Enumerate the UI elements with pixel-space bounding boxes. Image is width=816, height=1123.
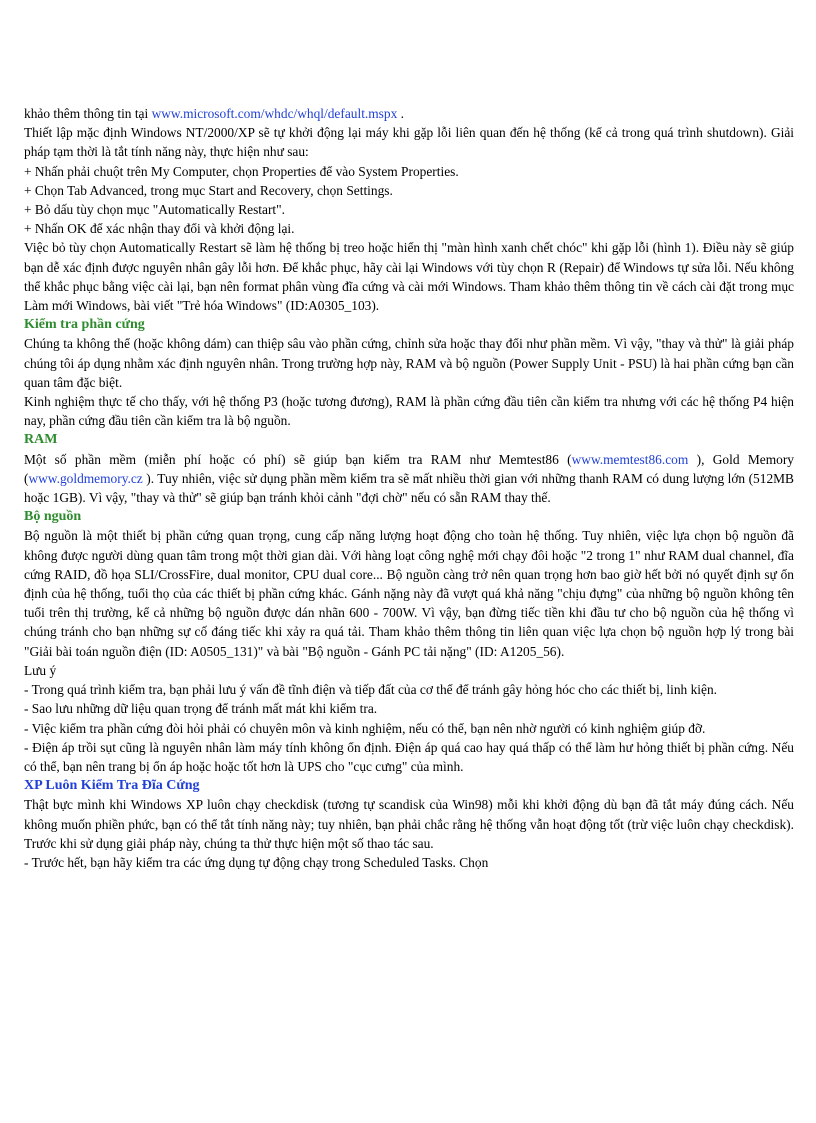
text: ). Tuy nhiên, việc sử dụng phần mềm kiểm tra sẽ mất nhiều thời gian với những thanh RAM có dung lượng lớn (512MB hoặc 1GB). Vì vậy, "thay và thử" sẽ giúp bạn tránh khỏi cảnh "đợi chờ" nếu có sẵn RAM thay thế.	[24, 470, 794, 506]
note-title: Lưu ý	[24, 662, 57, 678]
document-body	[24, 104, 794, 872]
list-item: - Sao lưu những dữ liệu quan trọng để tránh mất mát khi kiểm tra.	[24, 701, 378, 717]
paragraph: Thiết lập mặc định Windows NT/2000/XP sẽ tự khởi động lại máy khi gặp lỗi liên quan đến hệ thống (kể cả trong quá trình shutdown). Giải pháp tạm thời là tắt tính năng này, thực hiện như sau:	[24, 125, 794, 160]
list-item: + Nhấn phải chuột trên My Computer, chọn Properties để vào System Properties.	[24, 163, 459, 179]
list-item: - Việc kiểm tra phần cứng đòi hỏi phải có chuyên môn và kinh nghiệm, nếu có thể, bạn nên nhờ người có kinh nghiệm giúp đỡ.	[24, 720, 706, 736]
text: ), Gold Memory (	[24, 451, 794, 486]
text: Một số phần mềm (miễn phí hoặc có phí) sẽ giúp bạn kiểm tra RAM như Memtest86 (	[24, 451, 572, 467]
paragraph: Việc bỏ tùy chọn Automatically Restart sẽ làm hệ thống bị treo hoặc hiển thị "màn hình xanh chết chóc" khi gặp lỗi (hình 1). Điều này sẽ giúp bạn dễ xác định được nguyên nhân gây lỗi hơn. Để khắc phục, hãy cài lại Windows với tùy chọn R (Repair) để Windows tự sửa lỗi. Nếu không thể khắc phục bằng việc cài lại, bạn nên format phân vùng đĩa cứng và cài mới Windows. Tham khảo thêm thông tin về cách cài đặt trong mục Làm mới Windows, bài viết "Trẻ hóa Windows" (ID:A0305_103).	[24, 240, 794, 314]
text: .	[397, 106, 404, 121]
paragraph: - Trước hết, bạn hãy kiểm tra các ứng dụng tự động chạy trong Scheduled Tasks. Chọn	[24, 854, 489, 870]
list-item: - Điện áp trồi sụt cũng là nguyên nhân làm máy tính không ổn định. Điện áp quá cao hay quá thấp có thể làm hư hỏng thiết bị phần cứng. Nếu có thể, bạn nên trang bị ổn áp hoặc hoặc tốt hơn là UPS cho "cục cưng" của mình.	[24, 739, 794, 774]
list-item: + Nhấn OK để xác nhận thay đổi và khởi động lại.	[24, 221, 295, 237]
text: khảo thêm thông tin tại	[24, 106, 152, 121]
list-item: + Bỏ dấu tùy chọn mục "Automatically Restart".	[24, 202, 285, 218]
list-item: + Chọn Tab Advanced, trong mục Start and Recovery, chọn Settings.	[24, 182, 393, 198]
paragraph	[24, 104, 794, 123]
section-heading-ram: RAM	[24, 432, 58, 448]
section-heading-xp: XP Luôn Kiểm Tra Đĩa Cứng	[24, 778, 200, 794]
goldmemory-link[interactable]: www.goldmemory.cz	[28, 470, 143, 486]
paragraph: Bộ nguồn là một thiết bị phần cứng quan trọng, cung cấp năng lượng hoạt động cho toàn hệ thống. Tuy nhiên, việc lựa chọn bộ nguồn đã không được người dùng quan tâm trong một thời gian dài. Với hàng loạt công nghệ mới chạy đôi hoặc "2 trong 1" như RAM dual channel, đĩa cứng RAID, đồ họa SLI/CrossFire, dual monitor, CPU dual core... Bộ nguồn càng trở nên quan trọng hơn bao giờ hết bởi nó quyết định sự ổn định của hệ thống, tuổi thọ của các thiết bị phần cứng khác. Gánh nặng này đã vượt quá khả năng "chịu đựng" của những bộ nguồn không tên tuổi trên thị trường, kể cả những bộ nguồn được dán nhãn 600 - 700W. Vì vậy, bạn đừng tiếc tiền khi đầu tư cho bộ nguồn của hệ thống vì chúng tránh cho bạn những sự cố đáng tiếc khi xảy ra quá tải. Tham khảo thêm thông tin liên quan việc lựa chọn bộ nguồn hợp lý trong bài "Giải bài toán nguồn điện (ID: A0505_131)" và bài "Bộ nguồn - Gánh PC tải nặng" (ID: A1205_56).	[24, 528, 794, 659]
paragraph	[24, 450, 794, 508]
memtest-link[interactable]: www.memtest86.com	[571, 451, 689, 467]
paragraph: Kinh nghiệm thực tế cho thấy, với hệ thống P3 (hoặc tương đương), RAM là phần cứng đầu tiên cần kiểm tra nhưng với các hệ thống P4 hiện nay, phần cứng đầu tiên cần kiểm tra là bộ nguồn.	[24, 394, 794, 429]
section-heading-psu: Bộ nguồn	[24, 509, 82, 525]
microsoft-link[interactable]: www.microsoft.com/whdc/whql/default.mspx	[151, 106, 398, 121]
section-heading-hardware: Kiểm tra phần cứng	[24, 317, 145, 333]
list-item: - Trong quá trình kiểm tra, bạn phải lưu ý vấn đề tĩnh điện và tiếp đất của cơ thể để tránh gây hỏng hóc cho các thiết bị, linh kiện.	[24, 682, 717, 698]
paragraph: Thật bực mình khi Windows XP luôn chạy checkdisk (tương tự scandisk của Win98) mỗi khi khởi động dù bạn đã tắt máy đúng cách. Nếu không muốn phiền phức, bạn có thể tắt tính năng này; tuy nhiên, bạn phải chắc rằng hệ thống vẫn hoạt động tốt (trừ việc luôn chạy checkdisk). Trước khi sử dụng giải pháp này, chúng ta thử thực hiện một số thao tác sau.	[24, 797, 794, 851]
paragraph: Chúng ta không thể (hoặc không dám) can thiệp sâu vào phần cứng, chỉnh sửa hoặc thay đổi như phần mềm. Vì vậy, "thay và thử" là giải pháp chúng tôi áp dụng nhằm xác định nguyên nhân. Trong trường hợp này, RAM và bộ nguồn (Power Supply Unit - PSU) là hai phần cứng bạn cần quan tâm đặc biệt.	[24, 336, 794, 390]
